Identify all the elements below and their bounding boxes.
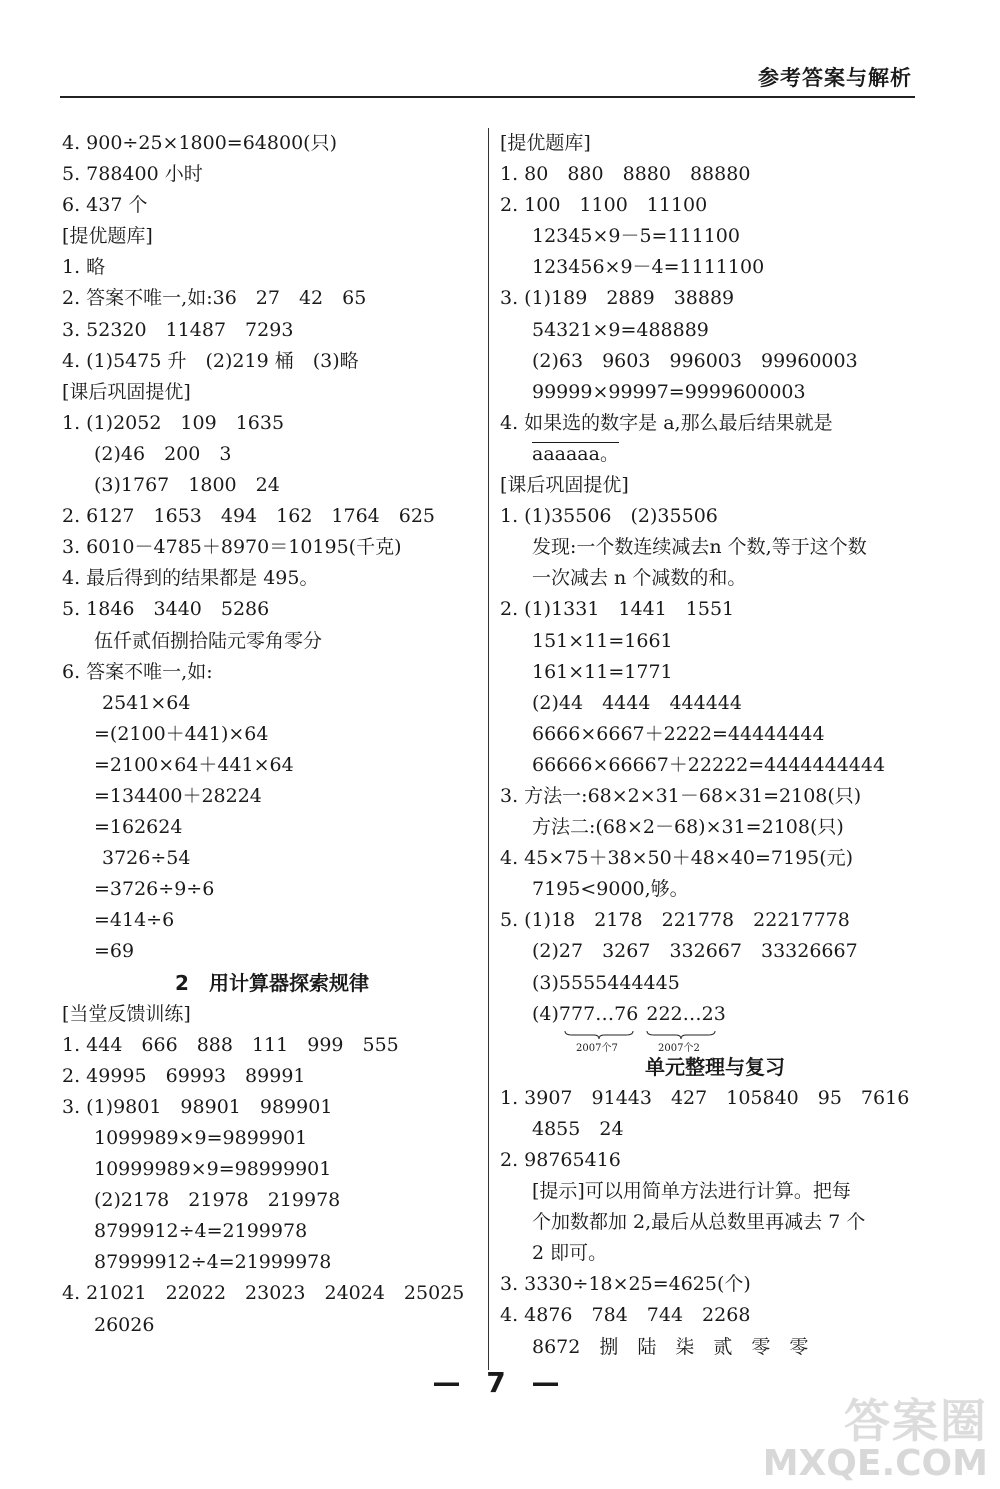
answer-line: 99999×99997=9999600003 — [532, 380, 806, 403]
answer-line: 2. 49995 69993 89991 — [62, 1064, 306, 1087]
brace-annotations — [532, 1030, 930, 1052]
answer-line: 7195<9000,够。 — [532, 878, 689, 901]
answer-line: 3. 3330÷18×25=4625(个) — [500, 1273, 751, 1296]
answer-line: 4. 4876 784 744 2268 — [500, 1304, 751, 1327]
answer-line: 伍仟贰佰捌拾陆元零角零分 — [94, 629, 323, 652]
answer-line: (3)5555444445 — [532, 971, 680, 994]
answer-line: 1. (1)2052 109 1635 — [62, 411, 285, 434]
answer-line: 4855 24 — [532, 1117, 624, 1140]
answer-line: 1. 3907 91443 427 105840 95 7616 — [500, 1086, 910, 1109]
answer-line: 87999912÷4=21999978 — [94, 1251, 332, 1274]
brace-label: 2007个7 — [576, 1042, 618, 1054]
answer-line: 4. 21021 22022 23023 24024 25025 — [62, 1282, 465, 1305]
answer-line: 12345×9－5=111100 — [532, 225, 740, 248]
answer-line: 1. (1)35506 (2)35506 — [500, 505, 718, 528]
answer-line: 3. 52320 11487 7293 — [62, 318, 294, 341]
answer-line: 1. 80 880 8880 88880 — [500, 163, 751, 186]
answer-line: 6666×6667＋2222=44444444 — [532, 722, 825, 745]
answer-line: 26026 — [94, 1313, 155, 1336]
braced-prefix: (4) — [532, 1002, 559, 1025]
page-number: — 7 — — [432, 1366, 568, 1399]
left-column — [62, 128, 482, 1341]
answer-line: 5. 1846 3440 5286 — [62, 598, 270, 621]
answer-line: 10999989×9=98999901 — [94, 1158, 332, 1181]
answer-line: 6. 437 个 — [62, 194, 148, 217]
answer-line: 3. (1)189 2889 38889 — [500, 287, 735, 310]
answer-line: 3. (1)9801 98901 989901 — [62, 1095, 333, 1118]
watermark — [762, 1394, 988, 1484]
braced-number-2: 222…23 — [646, 1002, 726, 1025]
answer-line: 2. 答案不唯一,如:36 27 42 65 — [62, 287, 367, 310]
answer-line: 1. 444 666 888 111 999 555 — [62, 1033, 399, 1056]
hint-line: [提示]可以用简单方法进行计算。把每 — [532, 1180, 851, 1203]
answer-line: 3. 6010－4785＋8970＝10195(千克) — [62, 536, 402, 559]
right-column — [500, 128, 930, 1363]
answer-line: 4. (1)5475 升 (2)219 桶 (3)略 — [62, 349, 359, 372]
braced-number-1: 777…76 — [558, 1002, 639, 1025]
header-rule — [60, 96, 915, 98]
answer-line: (2)63 9603 996003 99960003 — [532, 349, 858, 372]
answer-line: 1. 略 — [62, 256, 106, 279]
answer-line: 8672 捌 陆 柒 贰 零 零 — [532, 1335, 809, 1358]
answer-line: 2. 6127 1653 494 162 1764 625 — [62, 505, 436, 528]
calc-step: 2541×64 — [102, 691, 191, 714]
hint-line: 个加数都加 2,最后从总数里再减去 7 个 — [532, 1211, 866, 1234]
answer-line: 6. 答案不唯一,如: — [62, 660, 213, 683]
answer-line-braced — [500, 999, 930, 1030]
answer-line: 54321×9=488889 — [532, 318, 709, 341]
calc-step: =414÷6 — [94, 909, 175, 932]
answer-line: 4. 最后得到的结果都是 495。 — [62, 567, 319, 590]
overlined-result: aaaaaa。 — [532, 442, 619, 465]
column-divider — [488, 128, 489, 1370]
calc-step: =3726÷9÷6 — [94, 878, 215, 901]
calc-step: =2100×64＋441×64 — [94, 753, 294, 776]
page-header-title: 参考答案与解析 — [758, 66, 912, 90]
section-label: [课后巩固提优] — [500, 474, 629, 497]
section-label: [当堂反馈训练] — [62, 1002, 191, 1025]
answer-line: 4. 900÷25×1800=64800(只) — [62, 132, 337, 154]
answer-line: 2. (1)1331 1441 1551 — [500, 598, 735, 621]
answer-line: 2. 98765416 — [500, 1149, 621, 1171]
watermark-site: MXQE.COM — [762, 1443, 988, 1484]
answer-line: 3. 方法一:68×2×31－68×31=2108(只) — [500, 784, 862, 807]
answer-line: 一次减去 n 个减数的和。 — [532, 567, 747, 590]
calc-step: =(2100＋441)×64 — [94, 722, 269, 745]
calc-step: =162624 — [94, 816, 183, 839]
answer-line: (2)46 200 3 — [94, 442, 232, 465]
answer-line: 151×11=1661 — [532, 629, 673, 652]
answer-line: 161×11=1771 — [532, 660, 673, 683]
answer-line — [500, 439, 930, 470]
answer-line: 5. 788400 小时 — [62, 163, 203, 186]
section-heading: 2 用计算器探索规律 — [175, 970, 369, 995]
answer-line: 123456×9－4=1111100 — [532, 256, 765, 279]
answer-line: 2. 100 1100 11100 — [500, 194, 708, 217]
answer-line: (2)27 3267 332667 33326667 — [532, 940, 858, 963]
calc-step: =134400＋28224 — [94, 784, 262, 807]
section-label: [提优题库] — [62, 225, 153, 248]
answer-line: 1099989×9=9899901 — [94, 1127, 308, 1149]
brace-label: 2007个2 — [658, 1042, 700, 1054]
calc-step: 3726÷54 — [102, 847, 191, 870]
answer-line: (3)1767 1800 24 — [94, 474, 280, 497]
answer-line: 方法二:(68×2－68)×31=2108(只) — [532, 816, 844, 839]
section-label: [课后巩固提优] — [62, 380, 191, 403]
answer-line: 8799912÷4=2199978 — [94, 1220, 308, 1243]
answer-line: 4. 45×75＋38×50＋48×40=7195(元) — [500, 847, 854, 870]
hint-line: 2 即可。 — [532, 1242, 608, 1265]
answer-line: (2)2178 21978 219978 — [94, 1189, 341, 1212]
answer-line: 66666×66667＋22222=4444444444 — [532, 753, 886, 776]
answer-line: 5. (1)18 2178 221778 22217778 — [500, 909, 850, 932]
section-label: [提优题库] — [500, 132, 591, 154]
calc-step: =69 — [94, 940, 135, 963]
answer-line: 发现:一个数连续减去n 个数,等于这个数 — [532, 536, 867, 559]
answer-line: 4. 如果选的数字是 a,那么最后结果就是 — [500, 411, 833, 434]
watermark-logo: 答案圈 — [844, 1394, 988, 1448]
answer-line: (2)44 4444 444444 — [532, 691, 742, 714]
section-heading: 单元整理与复习 — [645, 1054, 785, 1079]
